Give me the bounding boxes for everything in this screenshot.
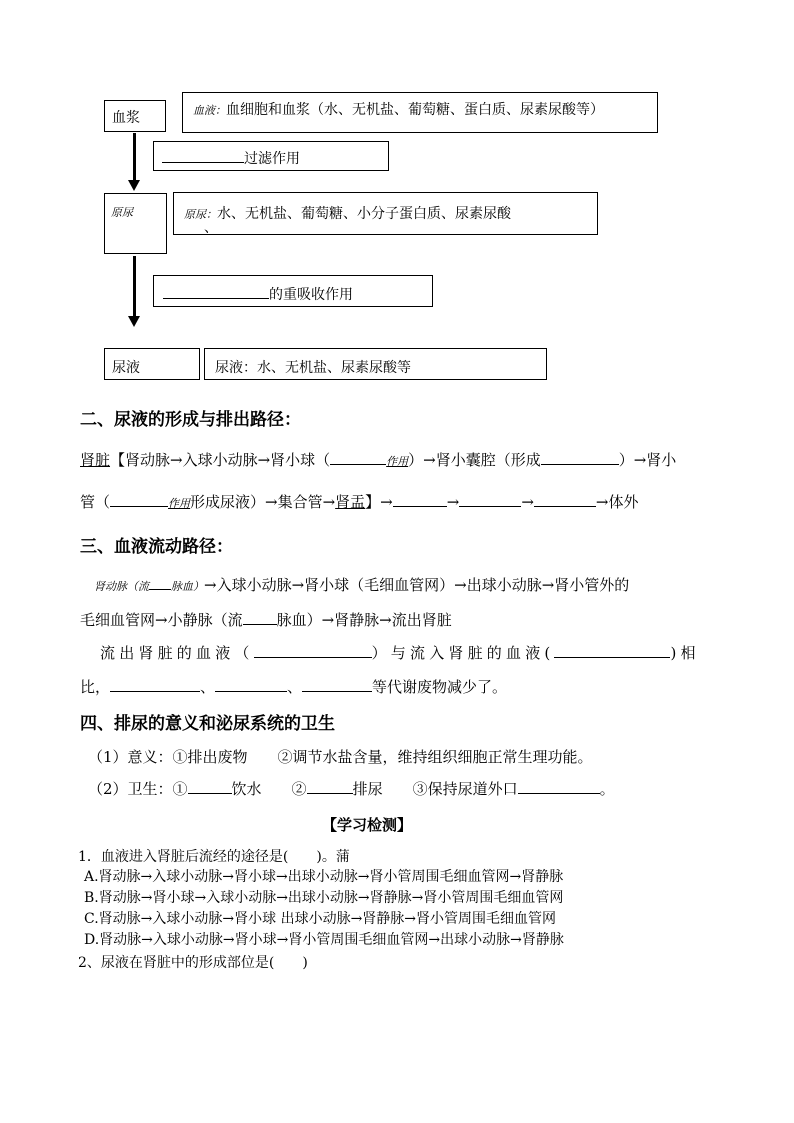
question-1: 1．血液进入肾脏后流经的途径是( )。蒲 xyxy=(78,849,350,865)
reabsorb-label: 的重吸收作用 xyxy=(163,284,353,304)
section3-line2: 毛细血管网→小静脉（流 脉血）→肾静脉→流出肾脏 xyxy=(80,611,452,629)
plasma-label: 血浆 xyxy=(112,110,140,126)
urine-label: 尿液 xyxy=(112,360,140,376)
section3-line1: 肾动脉（流 脉血）→入球小动脉→肾小球（毛细血管网）→出球小动脉→肾小管外的 xyxy=(94,576,630,594)
arrow-plasma-to-primary xyxy=(133,133,136,181)
primary-urine-label: 原尿 xyxy=(111,206,133,219)
section2-line1: 肾脏【肾动脉→入球小动脉→肾小球（ 作用）→肾小囊腔（形成 ）→肾小 xyxy=(80,451,677,469)
arrow-head-1 xyxy=(128,180,140,191)
section4-item2: （2）卫生：① 饮水 ② 排尿 ③保持尿道外口 。 xyxy=(88,780,615,798)
primary-desc-box xyxy=(173,192,598,235)
section3-line3: 流出肾脏的血液（ ）与流入肾脏的血液( )相 xyxy=(100,644,700,662)
plasma-desc: 血液：血细胞和血浆（水、无机盐、葡萄糖、蛋白质、尿素尿酸等） xyxy=(193,102,604,118)
section4-item1: （1）意义：①排出废物 ②调节水盐含量，维持组织细胞正常生理功能。 xyxy=(88,748,593,766)
question-1-option-c: C.肾动脉→入球小动脉→肾小球 出球小动脉→肾静脉→肾小管周围毛细血管网 xyxy=(84,911,557,927)
section4-heading: 四、排尿的意义和泌尿系统的卫生 xyxy=(80,714,335,734)
primary-desc-tail: 、 xyxy=(204,220,218,236)
filter-box xyxy=(153,141,389,171)
question-2: 2、尿液在肾脏中的形成部位是( ) xyxy=(78,955,308,971)
arrow-head-2 xyxy=(128,316,140,327)
filter-label: 过滤作用 xyxy=(162,148,300,168)
section2-heading: 二、尿液的形成与排出路径： xyxy=(80,410,301,430)
section3-line4: 比， 、 、 等代谢废物减少了。 xyxy=(80,678,508,696)
primary-desc: 原尿：水、无机盐、葡萄糖、小分子蛋白质、尿素尿酸 xyxy=(184,206,511,222)
question-1-option-b: B.肾动脉→肾小球→入球小动脉→出球小动脉→肾静脉→肾小管周围毛细血管网 xyxy=(84,890,564,906)
reabsorb-box xyxy=(153,275,433,307)
urine-desc: 尿液：水、无机盐、尿素尿酸等 xyxy=(215,360,411,376)
section3-heading: 三、血液流动路径： xyxy=(80,537,233,557)
urine-desc-box xyxy=(204,348,547,380)
primary-urine-box xyxy=(104,193,167,254)
question-1-option-d: D.肾动脉→入球小动脉→肾小球→肾小管周围毛细血管网→出球小动脉→肾静脉 xyxy=(84,932,564,948)
arrow-primary-to-urine xyxy=(133,256,136,318)
urine-box xyxy=(104,348,200,380)
test-heading: 【学习检测】 xyxy=(322,816,413,834)
plasma-desc-box xyxy=(182,92,658,133)
question-1-option-a: A.肾动脉→入球小动脉→肾小球→出球小动脉→肾小管周围毛细血管网→肾静脉 xyxy=(84,869,564,885)
section2-line2: 管（ 作用形成尿液）→集合管→肾盂】→ → → →体外 xyxy=(80,493,639,511)
plasma-box xyxy=(104,100,166,132)
